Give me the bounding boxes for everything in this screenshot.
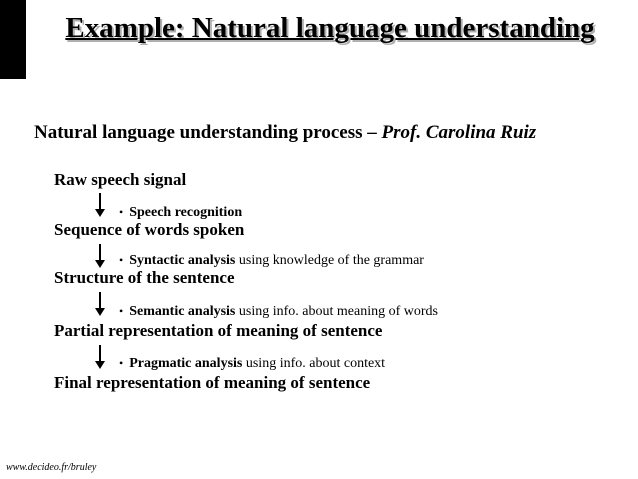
step-detail: using info. about meaning of words [235,304,438,319]
step-speech-recognition [119,205,242,221]
stage-final-meaning: Final representation of meaning of sentence [54,373,371,392]
step-syntactic-analysis [119,253,424,269]
bullet-icon: • [119,304,124,318]
stage-partial-meaning: Partial representation of meaning of sentence [54,321,383,340]
bullet-icon: • [119,205,124,219]
step-name: Pragmatic analysis [129,356,243,371]
footer-url: www.decideo.fr/bruley [6,462,97,473]
bullet-icon: • [119,253,124,267]
step-name: Speech recognition [129,205,243,220]
step-name: Syntactic analysis [129,253,236,268]
bullet-icon: • [119,356,124,370]
down-arrow-icon [93,244,107,268]
step-detail: using info. about context [242,356,386,371]
step-semantic-analysis [119,304,438,320]
stage-raw-speech: Raw speech signal [54,170,187,189]
step-pragmatic-analysis [119,356,385,372]
down-arrow-icon [93,292,107,316]
stage-sentence-structure: Structure of the sentence [54,268,235,287]
section-heading [34,122,536,144]
heading-author: Prof. Carolina Ruiz [381,122,537,143]
heading-text: Natural language understanding process – [34,122,382,143]
down-arrow-icon [93,345,107,369]
step-name: Semantic analysis [129,304,236,319]
slide-title: Example: Natural language understanding [65,12,595,44]
step-detail: using knowledge of the grammar [235,253,424,268]
down-arrow-icon [93,193,107,217]
stage-word-sequence: Sequence of words spoken [54,220,245,239]
side-accent-bar [0,0,26,79]
